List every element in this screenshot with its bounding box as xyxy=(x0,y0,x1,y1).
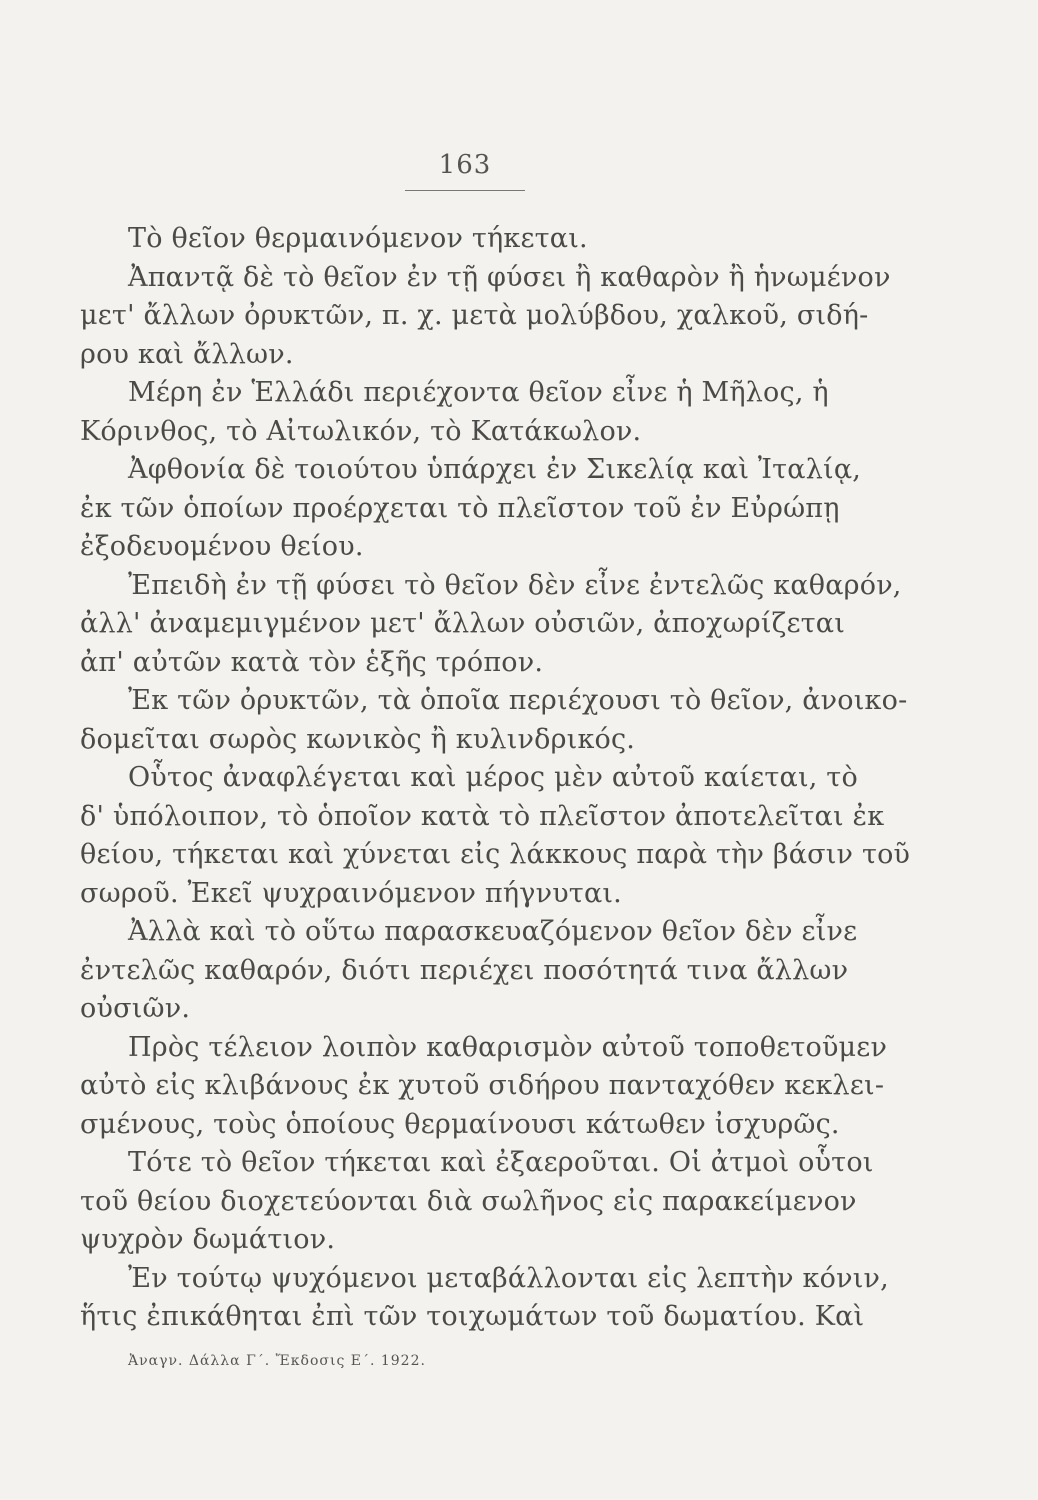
text-line: ἐξοδευομένου θείου. xyxy=(80,531,364,562)
text-line: ρου καὶ ἄλλων. xyxy=(80,338,294,370)
page-footer: Ἀναγν. Δάλλα Γ΄. Ἔκδοσις Ε΄. 1922. xyxy=(128,1353,426,1369)
text-line: Τὸ θεῖον θερμαινόμενον τήκεται. xyxy=(128,223,588,254)
text-line: Τότε τὸ θεῖον τήκεται καὶ ἐξαεροῦται. Οἱ ἀτμοὶ οὗτοι xyxy=(128,1147,874,1178)
text-line: ἐκ τῶν ὁποίων προέρχεται τὸ πλεῖστον τοῦ ἐν Εὐρώπῃ xyxy=(80,492,840,524)
text-line: ἀπ' αὐτῶν κατὰ τὸν ἑξῆς τρόπον. xyxy=(80,646,544,678)
page-number-rule xyxy=(405,190,525,191)
text-line: Οὗτος ἀναφλέγεται καὶ μέρος μὲν αὐτοῦ καίεται, τὸ xyxy=(128,762,858,793)
body-text xyxy=(80,220,911,1337)
text-line: Πρὸς τέλειον λοιπὸν καθαρισμὸν αὐτοῦ τοποθετοῦμεν xyxy=(128,1031,888,1063)
text-line: Ἐκ τῶν ὀρυκτῶν, τὰ ὁποῖα περιέχουσι τὸ θεῖον, ἀνοικο- xyxy=(128,685,908,716)
text-line: Ἀφθονία δὲ τοιούτου ὑπάρχει ἐν Σικελίᾳ καὶ Ἰταλίᾳ, xyxy=(128,454,862,485)
text-line: Ἐπειδὴ ἐν τῇ φύσει τὸ θεῖον δὲν εἶνε ἐντελῶς καθαρόν, xyxy=(128,569,902,601)
text-line: δομεῖται σωρὸς κωνικὸς ἢ κυλινδρικός. xyxy=(80,723,636,755)
text-line: οὐσιῶν. xyxy=(80,993,191,1024)
text-line: ἐντελῶς καθαρόν, διότι περιέχει ποσότητά τινα ἄλλων xyxy=(80,954,849,986)
text-line: δ' ὑπόλοιπον, τὸ ὁποῖον κατὰ τὸ πλεῖστον ἀποτελεῖται ἐκ xyxy=(80,800,885,832)
text-line: μετ' ἄλλων ὀρυκτῶν, π. χ. μετὰ μολύβδου, χαλκοῦ, σιδή- xyxy=(80,300,869,331)
text-line: Κόρινθος, τὸ Αἰτωλικόν, τὸ Κατάκωλον. xyxy=(80,415,642,447)
text-line: σμένους, τοὺς ὁποίους θερμαίνουσι κάτωθεν ἰσχυρῶς. xyxy=(80,1108,840,1140)
text-line: θείου, τήκεται καὶ χύνεται εἰς λάκκους παρὰ τὴν βάσιν τοῦ xyxy=(80,839,911,870)
text-line: Ἀπαντᾷ δὲ τὸ θεῖον ἐν τῇ φύσει ἢ καθαρὸν ἢ ἡνωμένον xyxy=(128,261,891,293)
text-line: Ἀλλὰ καὶ τὸ οὕτω παρασκευαζόμενον θεῖον δὲν εἶνε xyxy=(128,916,858,947)
text-line: σωροῦ. Ἐκεῖ ψυχραινόμενον πήγνυται. xyxy=(80,877,622,909)
page-number: 163 xyxy=(438,150,492,180)
text-line: Ἐν τούτῳ ψυχόμενοι μεταβάλλονται εἰς λεπτὴν κόνιν, xyxy=(128,1262,889,1294)
text-line: ἀλλ' ἀναμεμιγμένον μετ' ἄλλων οὐσιῶν, ἀποχωρίζεται xyxy=(80,608,846,639)
text-line: τοῦ θείου διοχετεύονται διὰ σωλῆνος εἰς παρακείμενον xyxy=(80,1185,857,1217)
text-line: αὐτὸ εἰς κλιβάνους ἐκ χυτοῦ σιδήρου πανταχόθεν κεκλει- xyxy=(80,1070,885,1101)
text-line: Μέρη ἐν Ἑλλάδι περιέχοντα θεῖον εἶνε ἡ Μῆλος, ἡ xyxy=(128,377,829,408)
text-line: ψυχρὸν δωμάτιον. xyxy=(80,1224,336,1255)
text-line: ἥτις ἐπικάθηται ἐπὶ τῶν τοιχωμάτων τοῦ δωματίου. Καὶ xyxy=(80,1301,865,1332)
